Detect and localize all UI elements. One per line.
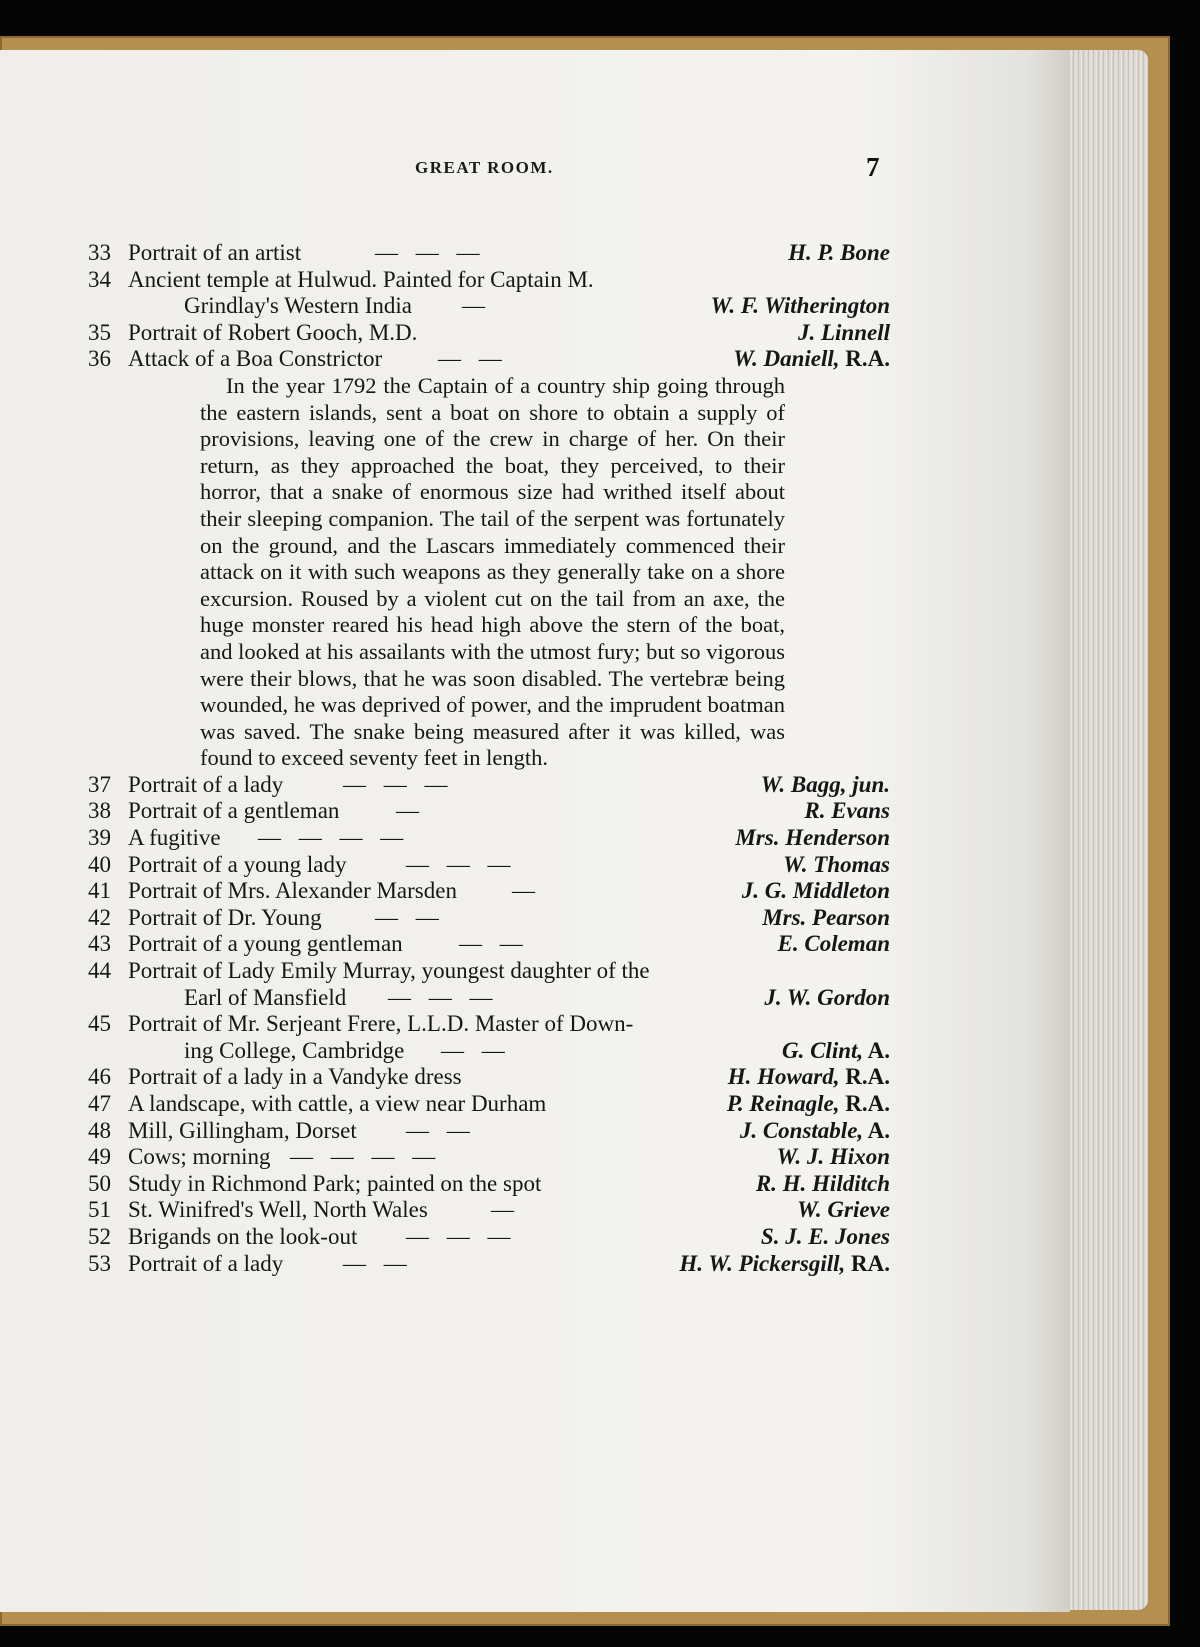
artist-name [727,1091,890,1118]
artist-name-text: S. J. E. Jones [760,1223,890,1249]
entry-number: 52 [88,1223,111,1249]
artist-name [742,878,890,905]
artist-name-text: J. W. Gordon [764,984,890,1010]
entry-title: Grindlay's Western India [184,293,412,319]
artist-name [761,1224,890,1251]
catalogue-entry [0,1144,1200,1171]
entry-number: 44 [88,958,111,984]
artist-name-text: W. Daniell, [733,346,840,372]
entry-title: Portrait of Mr. Serjeant Frere, L.L.D. Master of Down- [128,1011,634,1037]
leader-dashes: — — — [375,240,486,265]
artist-name [735,825,890,852]
entry-title: Portrait of Robert Gooch, M.D. [128,319,418,345]
entry-title: Earl of Mansfield [184,984,347,1010]
catalogue-entry [0,1011,1200,1064]
leader-dashes: — [491,1197,520,1223]
artist-name-text: W. Grieve [797,1197,890,1223]
entry-title: Portrait of a lady in a Vandyke dress [128,1064,462,1090]
page-header [0,152,1200,192]
catalogue-entry [0,1091,1200,1118]
entry-line [0,1251,1200,1278]
entry-line [0,1091,1200,1118]
entry-title: Study in Richmond Park; painted on the spot [128,1170,542,1196]
entry-title: Portrait of a young gentleman [128,931,403,957]
entry-number: 39 [88,825,111,851]
artist-name-text: J. G. Middleton [741,878,890,904]
artist-name-text: J. Constable, [739,1117,864,1143]
running-head: GREAT ROOM. [415,158,554,177]
entry-number: 46 [88,1064,111,1090]
catalogue-entry [0,798,1200,825]
leader-dashes: — — — [388,984,499,1010]
leader-dashes: — [396,798,425,824]
leader-dashes: — — [438,346,508,372]
leader-dashes: — — — [406,1223,517,1249]
leader-dashes: — — [459,931,529,957]
entry-number: 33 [88,240,111,265]
artist-name-text: W. Bagg, jun. [760,771,890,797]
entry-number: 42 [88,904,111,930]
entry-line [0,320,1200,347]
entry-number: 49 [88,1144,111,1170]
entry-title: Cows; morning [128,1144,271,1170]
entry-title: Brigands on the look-out [128,1223,358,1249]
entry-title: Ancient temple at Hulwud. Painted for Captain M. [128,266,594,292]
entry-number: 37 [88,771,111,797]
catalogue-entry [0,240,1200,267]
entry-title: Portrait of Lady Emily Murray, youngest daughter of the [128,958,650,984]
artist-name [728,1064,890,1091]
artist-name [777,1144,890,1171]
leader-dashes: — — [375,904,445,930]
entry-title: A fugitive [128,825,221,851]
entry-line [0,1064,1200,1091]
catalogue-entry [0,931,1200,958]
entry-line [0,1144,1200,1171]
catalogue-entry [0,1251,1200,1278]
artist-name-text: W. F. Witherington [710,293,890,319]
leader-dashes: — — — [406,851,517,877]
entry-title: A landscape, with cattle, a view near Durham [128,1091,547,1116]
artist-name [733,346,890,373]
entry-title: St. Winifred's Well, North Wales [128,1197,428,1223]
artist-name [762,905,890,932]
artist-name-text: Mrs. Pearson [762,904,890,930]
entry-number: 53 [88,1250,111,1276]
leader-dashes: — — — — [258,825,410,851]
catalogue-entry [0,905,1200,932]
leader-dashes: — — — [343,771,454,797]
artist-name [782,1038,890,1065]
entry-title: Portrait of a lady [128,771,284,797]
catalogue-entry [0,1064,1200,1091]
artist-name-text: G. Clint, [781,1037,864,1063]
artist-name-text: H. W. Pickersgill, [679,1250,846,1276]
entry-title: Portrait of a young lady [128,851,347,877]
entry-line [0,958,1200,985]
entry-line [0,852,1200,879]
entry-line [0,985,1200,1012]
entry-line [0,1224,1200,1251]
leader-dashes: — — [406,1117,476,1143]
catalogue-entry [0,825,1200,852]
catalogue-entry [0,1224,1200,1251]
artist-name [711,293,890,320]
entry-title: Mill, Gillingham, Dorset [128,1117,357,1143]
artist-name-text: H. P. Bone [788,240,890,265]
catalogue-entry [0,1118,1200,1145]
catalogue-entry [0,852,1200,879]
catalogue-entry [0,878,1200,905]
entry-number: 41 [88,878,111,904]
entry-number: 48 [88,1117,111,1143]
entry-line [0,293,1200,320]
catalogue-entry [0,1197,1200,1224]
artist-name [783,852,890,879]
catalogue-entry [0,320,1200,347]
entry-description: In the year 1792 the Captain of a country ship going through the eastern islands, sent a boat on shore to obtain a supply of provisions, leaving one of the crew in charge of her. On their return, as they approached the boat, they perceived, to their horror, that a snake of enormous size had writhed itself about their sleeping companion. The tail of the serpent was fortunately on the ground, and the Lascars immediately commenced their attack on it with such weapons as they generally take on a shore excursion. Roused by a violent cut on the tail from an axe, the huge monster reared his head high above the stern of the boat, and looked at his assailants with the utmost fury; but so vigorous were their blows, that he was soon disabled. The vertebræ being wounded, he was deprived of power, and the imprudent boatman was saved. The snake being measured after it was killed, was found to exceed seventy feet in length. [200,372,785,771]
leader-dashes: — — — — [290,1144,442,1170]
artist-name-text: E. Coleman [777,931,890,957]
artist-name [804,798,890,825]
entry-number: 51 [88,1197,111,1223]
artist-name [798,320,890,347]
artist-suffix: R.A. [839,1091,890,1116]
artist-name-text: W. J. Hixon [776,1144,890,1170]
entry-line [0,905,1200,932]
artist-suffix: A. [863,1117,890,1143]
artist-name-text: Mrs. Henderson [735,825,890,851]
artist-suffix: RA. [845,1250,890,1276]
catalogue-entry [0,958,1200,1011]
artist-name-text: R. H. Hilditch [755,1170,890,1196]
artist-name [756,1171,890,1198]
entry-title: Portrait of a lady [128,1250,284,1276]
artist-name-text: J. Linnell [797,319,890,345]
entry-title: Portrait of a gentleman [128,798,340,824]
artist-name [761,772,890,799]
catalogue-entry [0,772,1200,799]
leader-dashes: — [512,878,541,904]
entry-number: 45 [88,1011,111,1037]
artist-suffix: R.A. [839,346,890,372]
artist-name [740,1118,890,1145]
leader-dashes: — — [343,1250,413,1276]
entry-line [0,1038,1200,1065]
artist-name [788,240,890,267]
artist-name-text: P. Reinagle, [726,1091,840,1116]
catalogue-entry [0,267,1200,320]
entry-number: 50 [88,1170,111,1196]
entry-number: 47 [88,1091,111,1116]
entry-line [0,1011,1200,1038]
entry-line [0,931,1200,958]
entry-number: 35 [88,319,111,345]
leader-dashes: — — [441,1037,511,1063]
entry-line [0,267,1200,294]
leader-dashes: — [462,293,491,319]
entry-number: 36 [88,346,111,372]
artist-name [764,985,890,1012]
entry-title: Portrait of an artist [128,240,302,265]
entry-line [0,825,1200,852]
artist-name [797,1197,890,1224]
page-number: 7 [866,152,880,182]
entry-line [0,772,1200,799]
entry-line [0,1197,1200,1224]
entry-line [0,240,1200,267]
entry-title: Portrait of Dr. Young [128,904,322,930]
entry-number: 34 [88,266,111,292]
catalogue-entry [0,1171,1200,1198]
entry-title: Attack of a Boa Constrictor [128,346,383,372]
artist-name-text: R. Evans [804,798,890,824]
entry-line [0,1171,1200,1198]
artist-suffix: R.A. [839,1064,890,1090]
entry-line [0,798,1200,825]
entry-line [0,1118,1200,1145]
entry-number: 38 [88,798,111,824]
artist-name [679,1251,890,1278]
entry-number: 40 [88,851,111,877]
catalogue-entry [0,346,1200,772]
entry-line [0,346,1200,373]
artist-name-text: H. Howard, [727,1064,840,1090]
artist-name-text: W. Thomas [783,851,890,877]
entry-title: ing College, Cambridge [184,1037,405,1063]
artist-name [778,931,890,958]
entry-line [0,878,1200,905]
entry-number: 43 [88,931,111,957]
catalogue-entries [0,240,1200,1277]
artist-suffix: A. [863,1037,890,1063]
entry-title: Portrait of Mrs. Alexander Marsden [128,878,457,904]
